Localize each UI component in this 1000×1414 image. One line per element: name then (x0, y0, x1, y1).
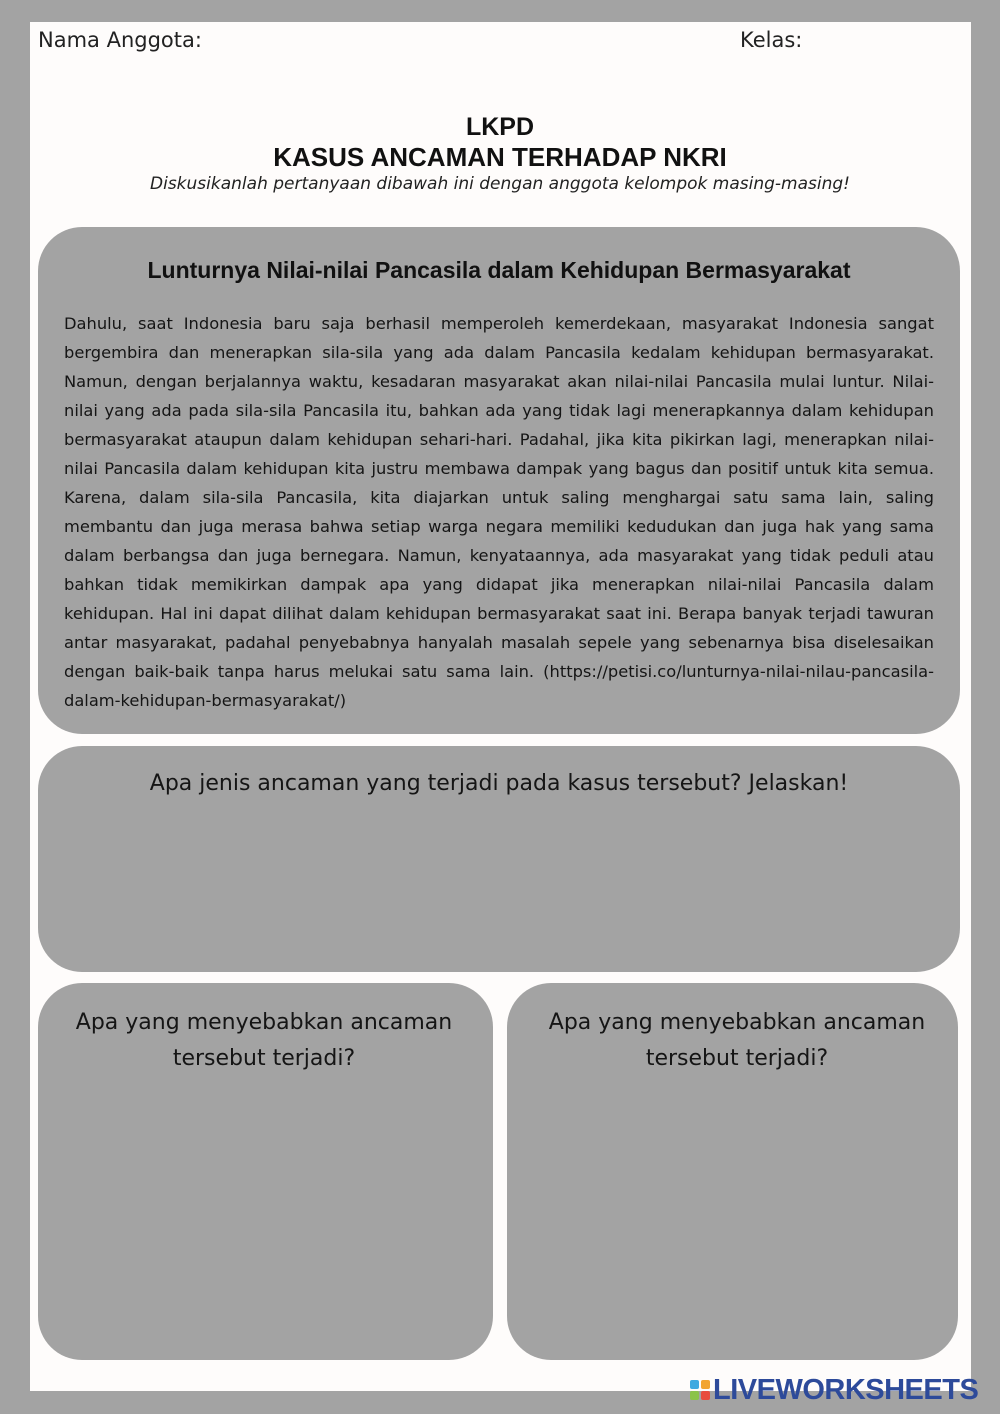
kelas-label: Kelas: (740, 28, 803, 52)
case-body-text: Dahulu, saat Indonesia baru saja berhasil memperoleh kemerdekaan, masyarakat Indonesia sangat bergembira dan menerapkan sila-sila yang ada dalam Pancasila kedalam kehidupan bermasyarakat. Namun, dengan berjalannya waktu, kesadaran masyarakat akan nilai-nilai Pancasila mulai luntur. Nilai-nilai yang ada pada sila-sila Pancasila itu, bahkan ada yang tidak lagi menerapkannya dalam kehidupan bermasyarakat ataupun dalam kehidupan sehari-hari. Padahal, jika kita pikirkan lagi, menerapkan nilai-nilai Pancasila dalam kehidupan kita justru membawa dampak yang bagus dan positif untuk kita semua. Karena, dalam sila-sila Pancasila, kita diajarkan untuk saling menghargai satu sama lain, saling membantu dan juga merasa bahwa setiap warga negara memiliki kedudukan dan juga hak yang sama dalam berbangsa dan juga bernegara. Namun, kenyataannya, ada masyarakat yang tidak peduli atau bahkan tidak memikirkan dampak apa yang didapat jika menerapkan nilai-nilai Pancasila dalam kehidupan. Hal ini dapat dilihat dalam kehidupan bermasyarakat saat ini. Berapa banyak terjadi tawuran antar masyarakat, padahal penyebabnya hanyalah masalah sepele yang sebenarnya bisa diselesaikan dengan baik-baik tanpa harus melukai satu sama lain. (https://petisi.co/lunturnya-nilai-nilau-pancasila-dalam-kehidupan-bermasyarakat/) (64, 314, 934, 710)
logo-square-2 (701, 1380, 710, 1389)
nama-anggota-label: Nama Anggota: (38, 28, 202, 52)
case-study-box (38, 227, 960, 734)
instruction-text: Diskusikanlah pertanyaan dibawah ini dengan anggota kelompok masing-masing! (150, 174, 850, 194)
title-block (0, 113, 1000, 194)
logo-square-4 (701, 1391, 710, 1400)
question-2-text: Apa yang menyebabkan ancaman tersebut terjadi? (75, 1010, 453, 1071)
liveworksheets-logo (690, 1374, 978, 1406)
logo-mark-icon (690, 1380, 710, 1400)
case-title: Lunturnya Nilai-nilai Pancasila dalam Kehidupan Bermasyarakat (147, 257, 851, 283)
logo-text: LIVEWORKSHEETS (713, 1373, 979, 1406)
logo-square-3 (690, 1391, 699, 1400)
question-3-box[interactable] (507, 983, 958, 1360)
question-1-box[interactable] (38, 746, 960, 972)
question-2-box[interactable] (38, 983, 493, 1360)
logo-square-1 (690, 1380, 699, 1389)
page-title: LKPD (465, 113, 535, 141)
page-subtitle: KASUS ANCAMAN TERHADAP NKRI (273, 142, 727, 172)
question-1-text: Apa jenis ancaman yang terjadi pada kasus tersebut? Jelaskan! (149, 771, 849, 796)
question-3-text: Apa yang menyebabkan ancaman tersebut terjadi? (548, 1010, 926, 1071)
